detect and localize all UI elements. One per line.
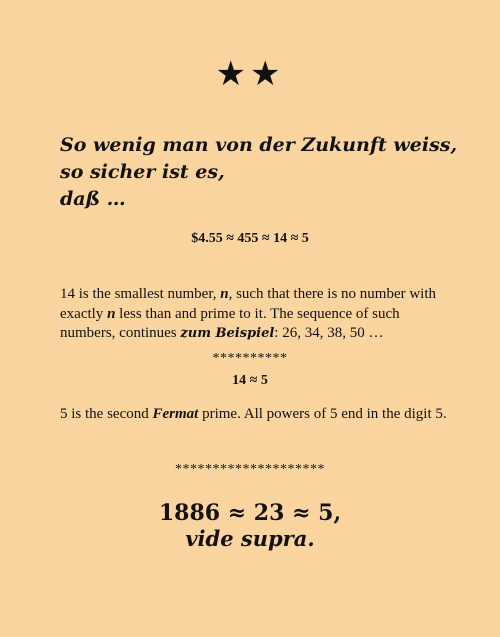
closing-equation: 1886 ≈ 23 ≈ 5, bbox=[158, 500, 342, 526]
fermat-text: Fermat bbox=[152, 406, 199, 422]
german-quote bbox=[60, 132, 460, 213]
zum-beispiel-text: zum Beispiel bbox=[180, 326, 275, 341]
equation-fourteen-five: 14 ≈ 5 bbox=[232, 373, 268, 388]
paragraph-five bbox=[60, 404, 480, 424]
asterisk-separator-long: ******************** bbox=[175, 462, 325, 477]
german-quote-line-1: So wenig man von der Zukunft weiss, so sicher ist es, bbox=[60, 134, 458, 183]
para1-text-1: 14 is the smallest number, bbox=[60, 286, 221, 302]
paragraph-fourteen bbox=[60, 285, 455, 344]
para1-text-4: : 26, 34, 38, 50 … bbox=[274, 325, 384, 341]
equation-price: $4.55 ≈ 455 ≈ 14 ≈ 5 bbox=[191, 231, 309, 246]
german-quote-line-2: daß … bbox=[60, 188, 126, 210]
para2-text-1: 5 is the second bbox=[60, 406, 153, 422]
star-icons: ★★ bbox=[215, 56, 285, 93]
para2-text-2: prime. All powers of 5 end in the digit 5. bbox=[198, 406, 447, 422]
para1-text-3: less than and prime to it. The sequence of such numbers, continues bbox=[60, 305, 400, 341]
variable-n-2: n bbox=[107, 305, 116, 322]
closing-vide-supra: vide supra. bbox=[185, 526, 315, 551]
para1-text-2: , such that there is no number with exactly bbox=[60, 286, 437, 322]
variable-n-1: n bbox=[220, 286, 229, 302]
asterisk-separator-short: ********** bbox=[212, 351, 288, 366]
